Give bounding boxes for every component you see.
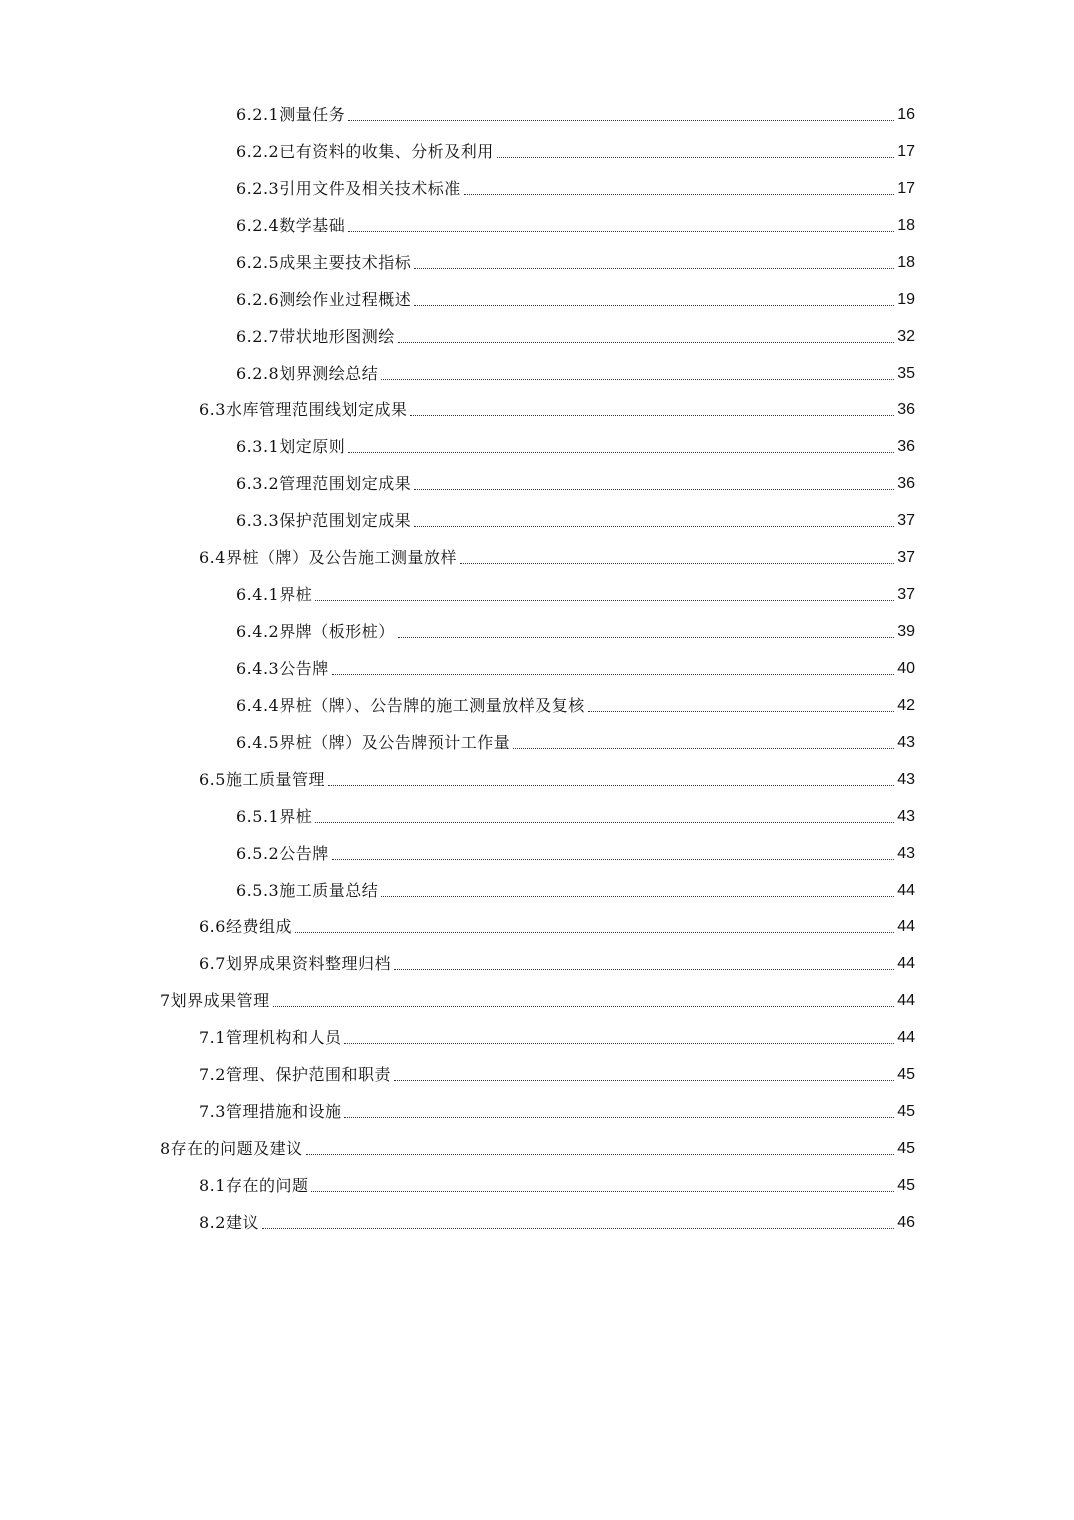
- toc-entry[interactable]: [236, 576, 915, 613]
- toc-entry[interactable]: [236, 724, 915, 761]
- toc-entry-title: 6.5.2公告牌: [236, 843, 329, 863]
- toc-entry-title: 6.3.3保护范围划定成果: [236, 511, 412, 531]
- toc-entry-title: 7划界成果管理: [160, 991, 270, 1011]
- toc-entry-page-number: 35: [897, 364, 915, 382]
- toc-dot-leader: [295, 908, 894, 945]
- toc-entry-page-number: 44: [897, 955, 915, 973]
- toc-entry[interactable]: [199, 391, 915, 428]
- toc-entry-title: 6.2.1测量任务: [236, 105, 346, 124]
- toc-entry-title: 6.3.1划定原则: [236, 437, 346, 457]
- toc-entry[interactable]: [236, 355, 915, 392]
- toc-entry[interactable]: [199, 1167, 915, 1204]
- toc-dot-leader: [414, 281, 894, 318]
- toc-entry-title: 6.2.2已有资料的收集、分析及利用: [236, 141, 494, 161]
- toc-entry[interactable]: [236, 798, 915, 835]
- toc-dot-leader: [332, 835, 894, 872]
- toc-entry-page-number: 43: [897, 770, 915, 788]
- toc-entry-title: 7.1管理机构和人员: [199, 1028, 342, 1048]
- toc-dot-leader: [348, 207, 894, 244]
- toc-entry-page-number: 16: [897, 106, 915, 123]
- toc-dot-leader: [348, 96, 894, 133]
- toc-entry[interactable]: [236, 872, 915, 909]
- toc-dot-leader: [460, 539, 894, 576]
- toc-entry[interactable]: [199, 539, 915, 576]
- toc-entry[interactable]: [199, 1056, 915, 1093]
- toc-dot-leader: [306, 1130, 895, 1167]
- toc-dot-leader: [315, 576, 894, 613]
- toc-dot-leader: [414, 465, 894, 502]
- toc-entry-title: 6.5.1界桩: [236, 806, 313, 826]
- toc-dot-leader: [262, 1204, 894, 1241]
- toc-entry-title: 6.5.3施工质量总结: [236, 880, 379, 900]
- toc-dot-leader: [394, 1056, 894, 1093]
- toc-entry-title: 7.3管理措施和设施: [199, 1102, 342, 1122]
- toc-dot-leader: [394, 945, 894, 982]
- toc-entry-page-number: 37: [897, 512, 915, 530]
- toc-entry-page-number: 36: [897, 475, 915, 493]
- toc-entry-title: 6.5施工质量管理: [199, 769, 325, 789]
- toc-entry-page-number: 43: [897, 844, 915, 862]
- toc-entry-title: 8.2建议: [199, 1212, 259, 1232]
- toc-entry-title: 6.4.3公告牌: [236, 658, 329, 678]
- toc-entry[interactable]: [236, 207, 915, 244]
- toc-entry-title: 6.4界桩（牌）及公告施工测量放样: [199, 548, 457, 568]
- toc-entry-page-number: 17: [897, 142, 915, 160]
- toc-dot-leader: [464, 170, 894, 207]
- toc-dot-leader: [273, 982, 895, 1019]
- toc-entry-page-number: 45: [897, 1140, 915, 1158]
- toc-entry[interactable]: [236, 465, 915, 502]
- toc-entry-page-number: 43: [897, 807, 915, 825]
- toc-entry-page-number: 43: [897, 733, 915, 751]
- toc-dot-leader: [381, 872, 894, 909]
- toc-dot-leader: [513, 724, 894, 761]
- toc-dot-leader: [398, 318, 894, 355]
- toc-entry[interactable]: [199, 1204, 915, 1241]
- toc-dot-leader: [414, 244, 894, 281]
- toc-entry-page-number: 45: [897, 1066, 915, 1084]
- toc-entry-page-number: 44: [897, 1029, 915, 1047]
- toc-entry[interactable]: [236, 133, 915, 170]
- toc-entry-title: 6.2.3引用文件及相关技术标准: [236, 178, 461, 198]
- toc-entry-page-number: 46: [897, 1213, 915, 1231]
- toc-entry-title: 6.7划界成果资料整理归档: [199, 954, 391, 974]
- toc-entry[interactable]: [199, 1093, 915, 1130]
- toc-entry-title: 6.2.5成果主要技术指标: [236, 252, 412, 272]
- toc-dot-leader: [315, 798, 894, 835]
- toc-entry-title: 8.1存在的问题: [199, 1175, 309, 1195]
- toc-entry-title: 8存在的问题及建议: [160, 1139, 303, 1159]
- toc-entry-page-number: 45: [897, 1103, 915, 1121]
- toc-entry-page-number: 40: [897, 659, 915, 677]
- toc-dot-leader: [414, 502, 894, 539]
- toc-dot-leader: [348, 428, 894, 465]
- toc-entry-title: 6.2.6测绘作业过程概述: [236, 289, 412, 309]
- toc-entry[interactable]: [236, 170, 915, 207]
- toc-entry-title: 6.4.5界桩（牌）及公告牌预计工作量: [236, 732, 511, 752]
- toc-entry-page-number: 39: [897, 623, 915, 641]
- toc-entry[interactable]: [199, 908, 915, 945]
- toc-entry-page-number: 44: [897, 992, 915, 1010]
- toc-entry-title: 6.3水库管理范围线划定成果: [199, 400, 408, 420]
- toc-entry[interactable]: [236, 687, 915, 724]
- toc-entry-page-number: 44: [897, 918, 915, 936]
- toc-entry[interactable]: [199, 1019, 915, 1056]
- toc-dot-leader: [311, 1167, 894, 1204]
- toc-dot-leader: [410, 391, 894, 428]
- toc-dot-leader: [332, 650, 894, 687]
- toc-entry-title: 6.6经费组成: [199, 917, 292, 937]
- toc-entry-title: 6.4.4界桩（牌）、公告牌的施工测量放样及复核: [236, 695, 585, 715]
- toc-entry-title: 6.3.2管理范围划定成果: [236, 474, 412, 494]
- toc-entry[interactable]: [199, 761, 915, 798]
- toc-dot-leader: [328, 761, 894, 798]
- toc-entry-page-number: 19: [897, 290, 915, 308]
- toc-entry[interactable]: [160, 1130, 915, 1167]
- toc-entry-page-number: 45: [897, 1176, 915, 1194]
- toc-entry-page-number: 37: [897, 586, 915, 604]
- toc-entry[interactable]: [236, 650, 915, 687]
- toc-entry-title: 7.2管理、保护范围和职责: [199, 1065, 391, 1085]
- toc-entry-page-number: 42: [897, 696, 915, 714]
- toc-entry-title: 6.2.8划界测绘总结: [236, 363, 379, 383]
- toc-dot-leader: [344, 1093, 894, 1130]
- toc-dot-leader: [381, 355, 894, 392]
- toc-entry-title: 6.2.4数学基础: [236, 215, 346, 235]
- toc-entry[interactable]: [236, 502, 915, 539]
- toc-entry-page-number: 18: [897, 253, 915, 271]
- toc-entry[interactable]: [236, 613, 915, 650]
- toc-dot-leader: [588, 687, 894, 724]
- toc-entry-page-number: 32: [897, 327, 915, 345]
- toc-entry-page-number: 37: [897, 549, 915, 567]
- toc-entry[interactable]: [236, 281, 915, 318]
- toc-entry[interactable]: [199, 945, 915, 982]
- toc-entry[interactable]: [236, 244, 915, 281]
- toc-entry-page-number: 44: [897, 881, 915, 899]
- toc-dot-leader: [344, 1019, 894, 1056]
- toc-entry-page-number: 18: [897, 216, 915, 234]
- toc-entry[interactable]: [236, 835, 915, 872]
- toc-entry-title: 6.4.1界桩: [236, 585, 313, 605]
- toc-entry[interactable]: [160, 982, 915, 1019]
- toc-dot-leader: [497, 133, 894, 170]
- toc-entry-page-number: 17: [897, 179, 915, 197]
- toc-entry[interactable]: [236, 428, 915, 465]
- toc-entry-title: 6.2.7带状地形图测绘: [236, 326, 395, 346]
- toc-entry[interactable]: [236, 318, 915, 355]
- toc-entry[interactable]: [236, 96, 915, 133]
- toc-entry-page-number: 36: [897, 401, 915, 419]
- toc-dot-leader: [398, 613, 894, 650]
- toc-entry-title: 6.4.2界牌（板形桩）: [236, 622, 395, 642]
- toc-entry-page-number: 36: [897, 438, 915, 456]
